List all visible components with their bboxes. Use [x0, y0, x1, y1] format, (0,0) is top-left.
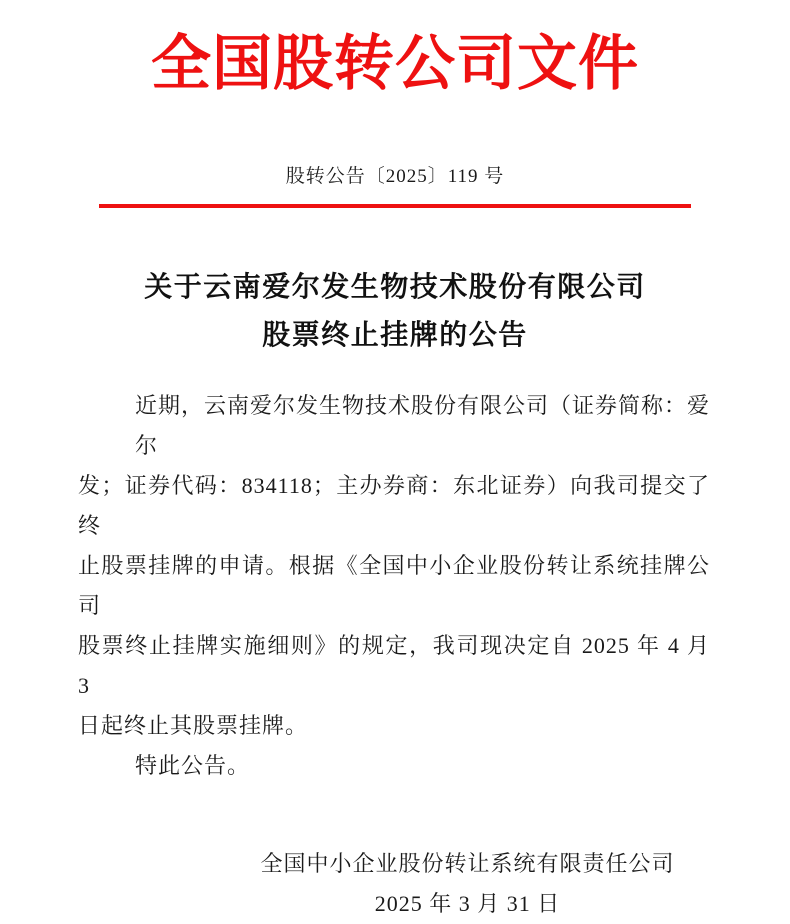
announcement-body-paragraph: [78, 386, 710, 746]
body-line: 发；证券代码：834118；主办券商：东北证券）向我司提交了终: [78, 473, 710, 538]
announcement-title-line1: 关于云南爱尔发生物技术股份有限公司: [144, 272, 646, 303]
announcement-title: [0, 264, 790, 360]
red-divider-line: [99, 204, 691, 208]
official-document-page: [0, 24, 790, 916]
document-number: 股转公告〔2025〕119 号: [285, 166, 505, 187]
body-line: 日起终止其股票挂牌。: [78, 713, 309, 738]
body-line: 止股票挂牌的申请。根据《全国中小企业股份转让系统挂牌公司: [78, 553, 710, 618]
closing-statement: 特此公告。: [135, 753, 251, 778]
body-line: 股票终止挂牌实施细则》的规定，我司现决定自 2025 年 4 月 3: [78, 633, 710, 698]
signature-block: [0, 844, 790, 924]
announcement-title-line2: 股票终止挂牌的公告: [262, 320, 528, 351]
issue-date: 2025 年 3 月 31 日: [374, 891, 561, 916]
body-line: 近期，云南爱尔发生物技术股份有限公司（证券简称：爱尔: [135, 393, 711, 458]
issuer-name: 全国中小企业股份转让系统有限责任公司: [260, 851, 675, 876]
document-masthead-title: 全国股转公司文件: [151, 31, 639, 97]
